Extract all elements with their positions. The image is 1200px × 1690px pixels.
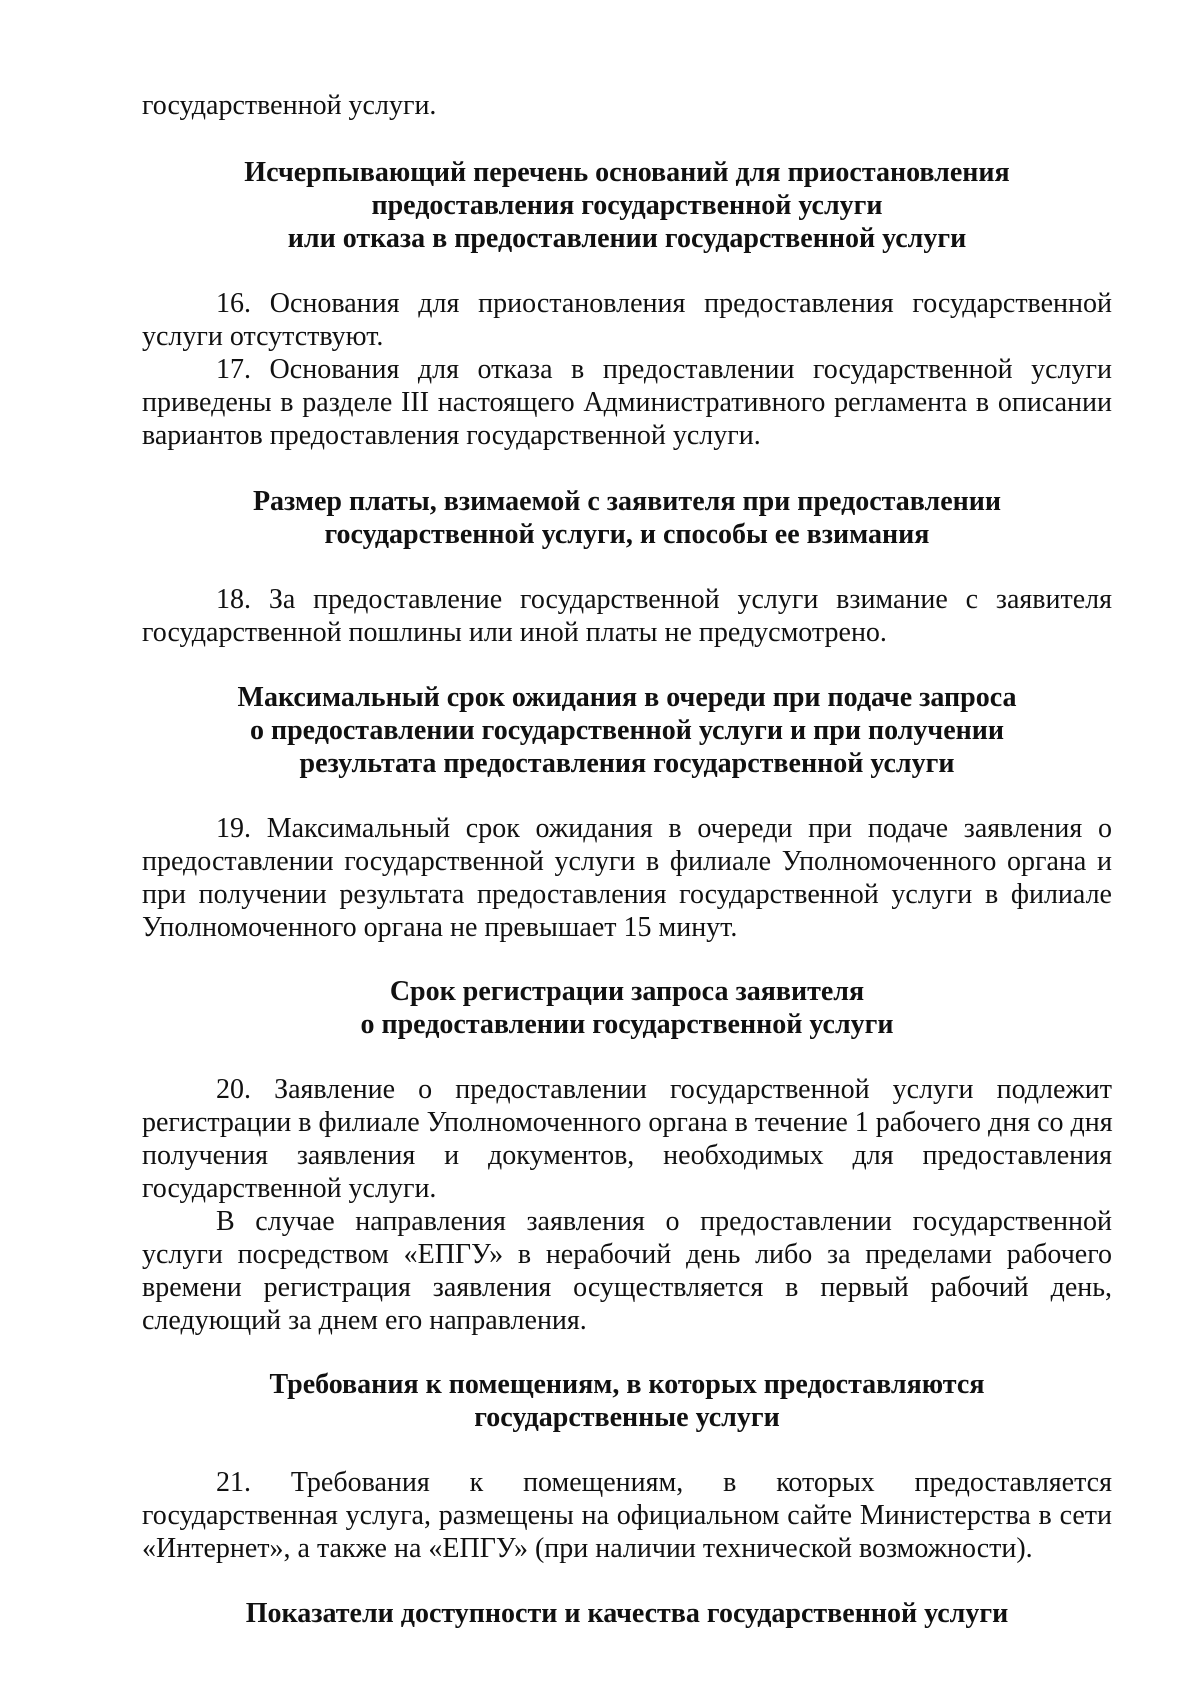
paragraph-21: 21. Требования к помещениям, в которых предоставляется [216, 1467, 1112, 1498]
continuation-line: государственной услуги. [142, 90, 437, 121]
paragraph-17: вариантов предоставления государственной услуги. [142, 420, 761, 451]
paragraph-20: государственной услуги. [142, 1173, 437, 1204]
paragraph-19: 19. Максимальный срок ожидания в очереди при подаче заявления о [216, 813, 1112, 844]
section-heading-quality: Показатели доступности и качества государственной услуги [245, 1598, 1009, 1629]
section-heading-registration: Срок регистрации запроса заявителя [389, 976, 865, 1007]
section-heading-fee: государственной услуги, и способы ее взимания [324, 519, 930, 550]
section-heading-waiting-time: Максимальный срок ожидания в очереди при подаче запроса [237, 682, 1017, 713]
paragraph-20: регистрации в филиале Уполномоченного органа в течение 1 рабочего дня со дня [142, 1107, 1113, 1138]
paragraph-18: 18. За предоставление государственной услуги взимание с заявителя [216, 584, 1112, 615]
paragraph-18: государственной пошлины или иной платы не предусмотрено. [142, 617, 887, 648]
paragraph-20-continued: следующий за днем его направления. [142, 1305, 587, 1336]
section-heading-premises: государственные услуги [474, 1402, 780, 1433]
section-heading-suspension: предоставления государственной услуги [371, 190, 883, 221]
paragraph-20: получения заявления и документов, необходимых для предоставления [142, 1140, 1112, 1171]
section-heading-fee: Размер платы, взимаемой с заявителя при предоставлении [252, 486, 1002, 517]
paragraph-17: приведены в разделе III настоящего Административного регламента в описании [142, 387, 1112, 418]
section-heading-suspension: или отказа в предоставлении государственной услуги [287, 223, 967, 254]
section-heading-waiting-time: о предоставлении государственной услуги и при получении [249, 715, 1005, 746]
section-heading-premises: Требования к помещениям, в которых предоставляются [269, 1369, 985, 1400]
section-heading-waiting-time: результата предоставления государственной услуги [299, 748, 955, 779]
paragraph-20-continued: В случае направления заявления о предоставлении государственной [216, 1206, 1112, 1237]
paragraph-16: услуги отсутствуют. [142, 321, 384, 352]
section-heading-suspension: Исчерпывающий перечень оснований для приостановления [244, 157, 1010, 188]
section-heading-registration: о предоставлении государственной услуги [360, 1009, 894, 1040]
paragraph-20-continued: времени регистрация заявления осуществляется в первый рабочий день, [142, 1272, 1112, 1303]
paragraph-21: «Интернет», а также на «ЕПГУ» (при наличии технической возможности). [142, 1533, 1033, 1564]
paragraph-17: 17. Основания для отказа в предоставлении государственной услуги [216, 354, 1112, 385]
paragraph-19: Уполномоченного органа не превышает 15 минут. [142, 912, 738, 943]
paragraph-20-continued: услуги посредством «ЕПГУ» в нерабочий день либо за пределами рабочего [142, 1239, 1112, 1270]
paragraph-21: государственная услуга, размещены на официальном сайте Министерства в сети [142, 1500, 1112, 1531]
paragraph-20: 20. Заявление о предоставлении государственной услуги подлежит [216, 1074, 1112, 1105]
paragraph-19: предоставлении государственной услуги в филиале Уполномоченного органа и [142, 846, 1112, 877]
paragraph-19: при получении результата предоставления государственной услуги в филиале [142, 879, 1112, 910]
paragraph-16: 16. Основания для приостановления предоставления государственной [216, 288, 1112, 319]
